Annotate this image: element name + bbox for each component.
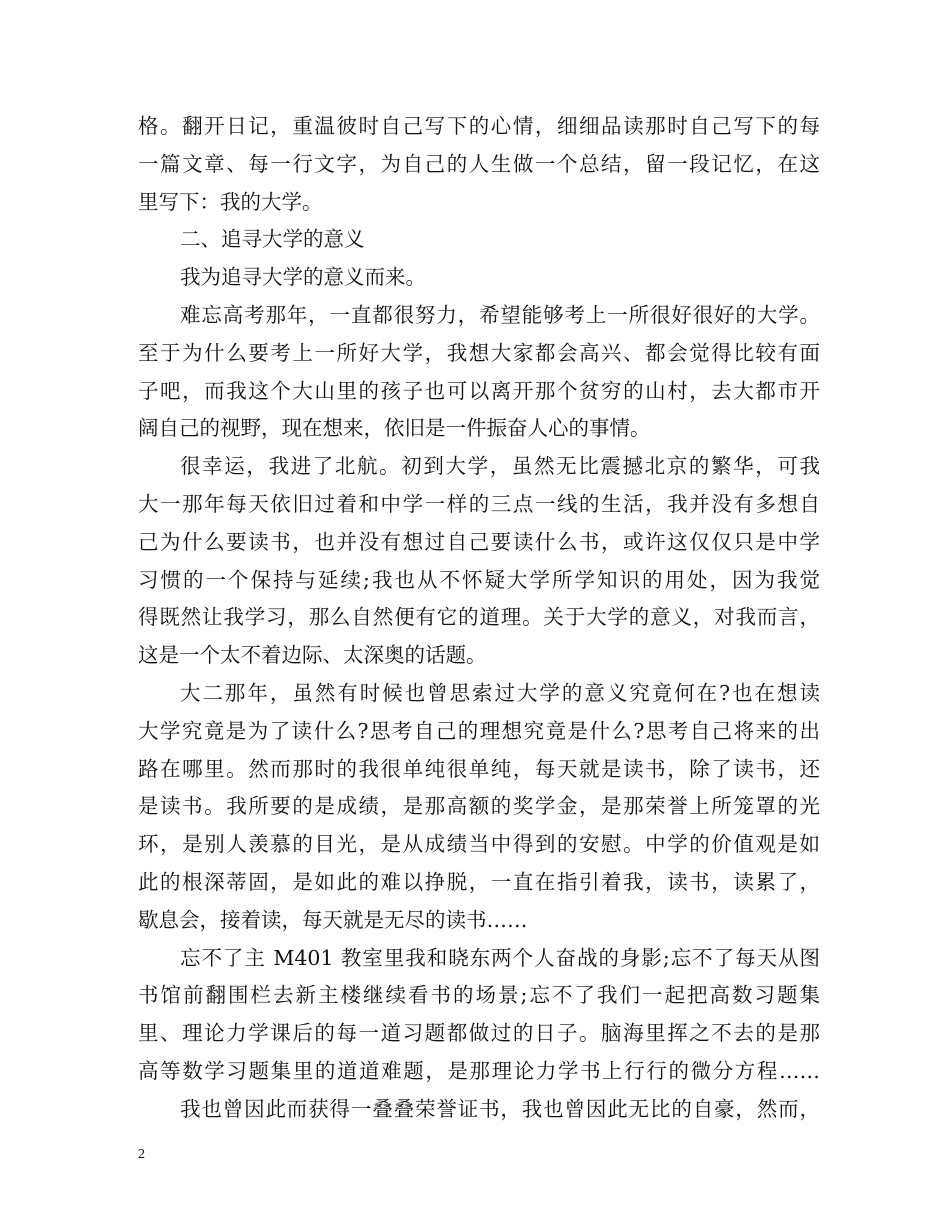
text-line: 里写下：我的大学。: [138, 189, 323, 214]
text-line: 我为追寻大学的意义而来。: [180, 265, 426, 290]
text-line: 很幸运，我进了北航。初到大学，虽然无比震撼北京的繁华，可我: [180, 454, 820, 479]
text-line: 格。翻开日记，重温彼时自己写下的心情，细细品读那时自己写下的每: [138, 114, 820, 138]
text-line: 难忘高考那年，一直都很努力，希望能够考上一所很好很好的大学。: [180, 302, 820, 327]
text-line: 歇息会，接着读，每天就是无尽的读书……: [138, 907, 528, 932]
text-line: 大一那年每天依旧过着和中学一样的三点一线的生活，我并没有多想自: [138, 491, 820, 516]
text-line: 环，是别人羡慕的目光，是从成绩当中得到的安慰。中学的价值观是如: [138, 832, 820, 857]
text-line: 大二那年，虽然有时候也曾思索过大学的意义究竟何在?也在想读: [180, 680, 820, 705]
text-line: 高等数学习题集里的道道难题，是那理论力学书上行行的微分方程……: [138, 1058, 820, 1083]
text-line: 得既然让我学习，那么自然便有它的道理。关于大学的意义，对我而言，: [138, 605, 820, 630]
text-line: 此的根深蒂固，是如此的难以挣脱，一直在指引着我，读书，读累了，: [138, 869, 820, 894]
text-line: 习惯的一个保持与延续;我也从不怀疑大学所学知识的用处，因为我觉: [138, 567, 820, 592]
text-line: 路在哪里。然而那时的我很单纯很单纯，每天就是读书，除了读书，还: [138, 756, 820, 781]
page-number: 2: [138, 1147, 145, 1162]
text-line: 至于为什么要考上一所好大学，我想大家都会高兴、都会觉得比较有面: [138, 340, 820, 365]
text-line: 忘不了主 M401 教室里我和晓东两个人奋战的身影;忘不了每天从图: [180, 945, 820, 970]
text-line: 书馆前翻围栏去新主楼继续看书的场景;忘不了我们一起把高数习题集: [138, 983, 820, 1008]
text-line: 子吧，而我这个大山里的孩子也可以离开那个贫穷的山村，去大都市开: [138, 378, 820, 403]
text-line: 是读书。我所要的是成绩，是那高额的奖学金，是那荣誉上所笼罩的光: [138, 794, 820, 819]
text-line: 大学究竟是为了读什么?思考自己的理想究竟是什么?思考自己将来的出: [138, 718, 820, 743]
text-line: 我也曾因此而获得一叠叠荣誉证书，我也曾因此无比的自豪，然而，: [180, 1096, 820, 1121]
text-line: 己为什么要读书，也并没有想过自己要读什么书，或许这仅仅只是中学: [138, 529, 820, 554]
document-body: [138, 108, 820, 1129]
text-line: 一篇文章、每一行文字，为自己的人生做一个总结，留一段记忆，在这: [138, 151, 820, 176]
text-line: 阔自己的视野，现在想来，依旧是一件振奋人心的事情。: [138, 416, 651, 441]
text-line: 这是一个太不着边际、太深奥的话题。: [138, 643, 487, 668]
section-heading: 二、追寻大学的意义: [180, 227, 365, 252]
text-line: 里、理论力学课后的每一道习题都做过的日子。脑海里挥之不去的是那: [138, 1021, 820, 1046]
